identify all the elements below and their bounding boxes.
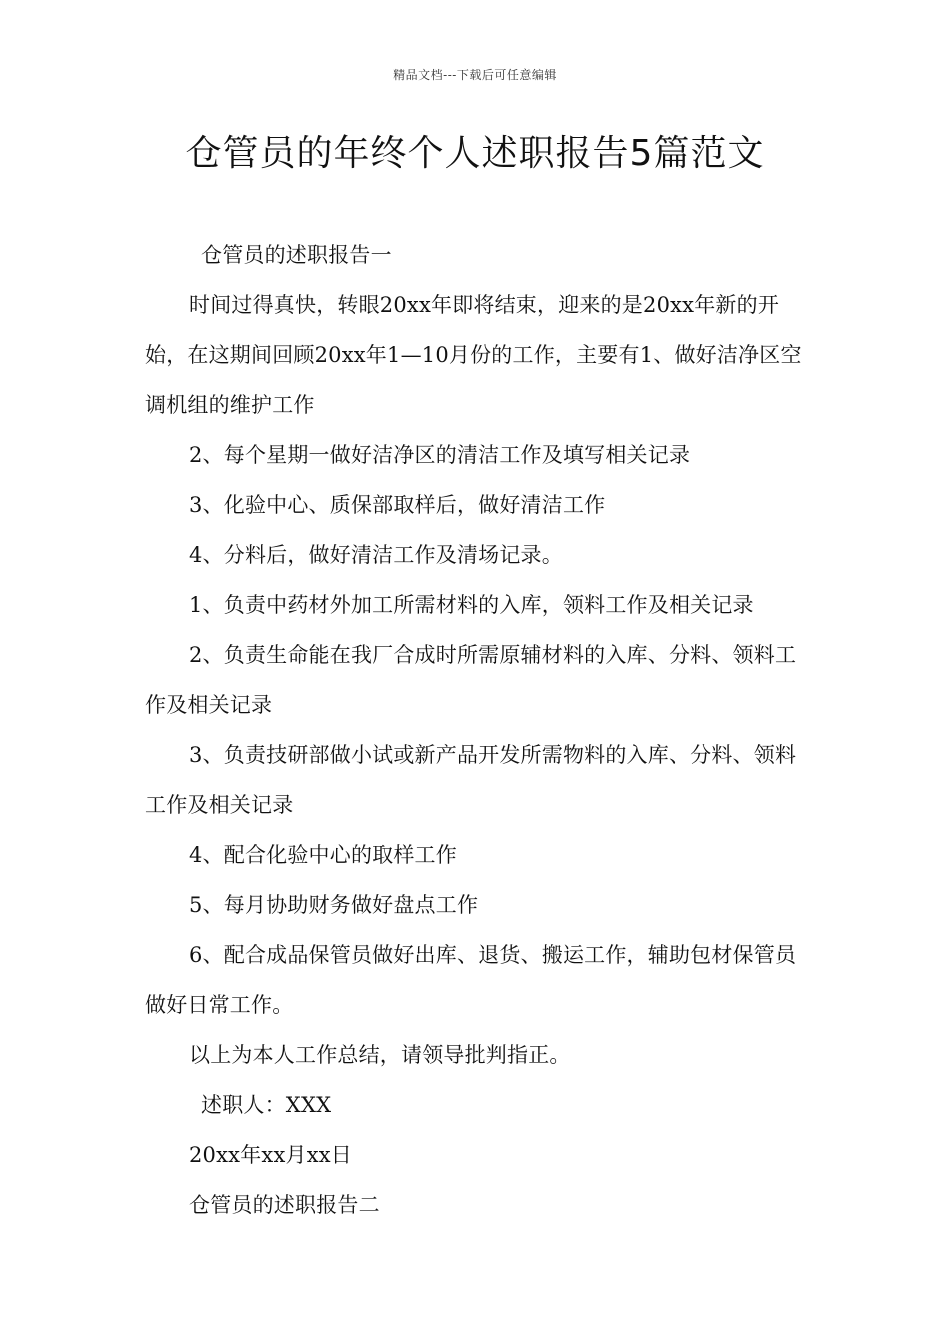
list-item: 3、负责技研部做小试或新产品开发所需物料的入库、分料、领料工作及相关记录 xyxy=(145,743,797,817)
list-item: 4、分料后，做好清洁工作及清场记录。 xyxy=(189,543,563,567)
signature-line: 述职人：XXX xyxy=(201,1093,332,1117)
document-body xyxy=(145,230,809,1230)
list-item: 2、负责生命能在我厂合成时所需原辅材料的入库、分料、领料工作及相关记录 xyxy=(145,643,797,717)
list-item: 4、配合化验中心的取样工作 xyxy=(189,843,457,867)
closing-paragraph: 以上为本人工作总结，请领导批判指正。 xyxy=(189,1043,571,1067)
list-item: 1、负责中药材外加工所需材料的入库，领料工作及相关记录 xyxy=(189,593,754,617)
section-heading-2: 仓管员的述职报告二 xyxy=(189,1193,380,1217)
paragraph: 时间过得真快，转眼20xx年即将结束，迎来的是20xx年新的开始，在这期间回顾20xx年1—10月份的工作，主要有1、做好洁净区空调机组的维护工作 xyxy=(145,293,802,417)
date-line: 20xx年xx月xx日 xyxy=(189,1143,352,1167)
header-note: 精品文档---下载后可任意编辑 xyxy=(393,68,557,82)
section-heading-1: 仓管员的述职报告一 xyxy=(201,243,392,267)
list-item: 5、每月协助财务做好盘点工作 xyxy=(189,893,479,917)
list-item: 6、配合成品保管员做好出库、退货、搬运工作，辅助包材保管员做好日常工作。 xyxy=(145,943,797,1017)
list-item: 2、每个星期一做好洁净区的清洁工作及填写相关记录 xyxy=(189,443,691,467)
list-item: 3、化验中心、质保部取样后，做好清洁工作 xyxy=(189,493,606,517)
document-title: 仓管员的年终个人述职报告5篇范文 xyxy=(185,133,765,174)
